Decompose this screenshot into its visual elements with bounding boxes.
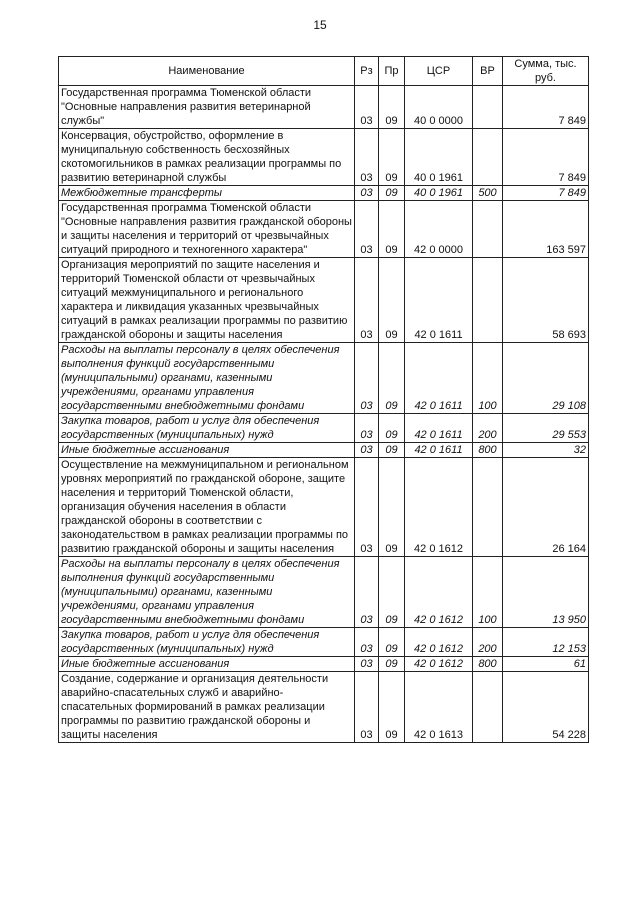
cell-name: Создание, содержание и организация деятельности аварийно-спасательных служб и аварийно-спасательных формирований в рамках реализации программы по развитию гражданской обороны и защиты населения: [59, 672, 355, 743]
cell-name: Закупка товаров, работ и услуг для обеспечения государственных (муниципальных) нужд: [59, 628, 355, 657]
table-row: [59, 86, 589, 129]
header-csr: ЦСР: [405, 57, 473, 86]
cell-vr: 100: [473, 557, 503, 628]
cell-vr: 100: [473, 343, 503, 414]
cell-sum: 29 553: [503, 414, 589, 443]
cell-vr: 200: [473, 628, 503, 657]
cell-pr: 09: [379, 557, 405, 628]
table-row: [59, 657, 589, 672]
cell-sum: 58 693: [503, 258, 589, 343]
cell-name: Государственная программа Тюменской области "Основные направления развития гражданской обороны и защиты населения и территорий от чрезвычайных ситуаций природного и техногенного характера": [59, 201, 355, 258]
header-pr: Пр: [379, 57, 405, 86]
cell-rz: 03: [355, 414, 379, 443]
cell-csr: 40 0 1961: [405, 186, 473, 201]
cell-name: Организация мероприятий по защите населения и территорий Тюменской области от чрезвычайных ситуаций межмуниципального и регионального характера и ликвидация указанных чрезвычайных ситуаций в рамках реализации программы по развитию гражданской обороны и защиты населения: [59, 258, 355, 343]
cell-vr: 200: [473, 414, 503, 443]
table-row: [59, 201, 589, 258]
cell-csr: 42 0 1613: [405, 672, 473, 743]
cell-vr: [473, 86, 503, 129]
cell-csr: 40 0 0000: [405, 86, 473, 129]
table-row: [59, 258, 589, 343]
table-row: [59, 414, 589, 443]
cell-name: Межбюджетные трансферты: [59, 186, 355, 201]
cell-name: Расходы на выплаты персоналу в целях обеспечения выполнения функций государственными (муниципальными) органами, казенными учреждениями, органами управления государственными внебюджетными фондами: [59, 343, 355, 414]
cell-vr: [473, 129, 503, 186]
cell-pr: 09: [379, 628, 405, 657]
header-name: Наименование: [59, 57, 355, 86]
cell-csr: 42 0 1611: [405, 343, 473, 414]
table-row: [59, 628, 589, 657]
cell-name: Иные бюджетные ассигнования: [59, 657, 355, 672]
cell-rz: 03: [355, 343, 379, 414]
cell-rz: 03: [355, 557, 379, 628]
cell-sum: 13 950: [503, 557, 589, 628]
cell-sum: 32: [503, 443, 589, 458]
table-row: [59, 557, 589, 628]
cell-rz: 03: [355, 129, 379, 186]
cell-rz: 03: [355, 458, 379, 557]
cell-csr: 42 0 1612: [405, 657, 473, 672]
cell-rz: 03: [355, 186, 379, 201]
cell-name: Расходы на выплаты персоналу в целях обеспечения выполнения функций государственными (муниципальными) органами, казенными учреждениями, органами управления государственными внебюджетными фондами: [59, 557, 355, 628]
cell-sum: 163 597: [503, 201, 589, 258]
cell-name: Государственная программа Тюменской области "Основные направления развития ветеринарной службы": [59, 86, 355, 129]
cell-sum: 7 849: [503, 186, 589, 201]
cell-pr: 09: [379, 657, 405, 672]
cell-pr: 09: [379, 458, 405, 557]
cell-sum: 61: [503, 657, 589, 672]
cell-pr: 09: [379, 414, 405, 443]
budget-table: [58, 56, 589, 743]
cell-rz: 03: [355, 628, 379, 657]
cell-sum: 7 849: [503, 86, 589, 129]
cell-csr: 42 0 1612: [405, 557, 473, 628]
cell-pr: 09: [379, 129, 405, 186]
cell-sum: 12 153: [503, 628, 589, 657]
cell-name: Закупка товаров, работ и услуг для обеспечения государственных (муниципальных) нужд: [59, 414, 355, 443]
cell-sum: 29 108: [503, 343, 589, 414]
header-vr: ВР: [473, 57, 503, 86]
cell-vr: 500: [473, 186, 503, 201]
cell-rz: 03: [355, 86, 379, 129]
cell-csr: 42 0 1612: [405, 458, 473, 557]
cell-rz: 03: [355, 201, 379, 258]
cell-pr: 09: [379, 86, 405, 129]
cell-csr: 42 0 1611: [405, 414, 473, 443]
cell-pr: 09: [379, 443, 405, 458]
cell-name: Осуществление на межмуниципальном и региональном уровнях мероприятий по гражданской обороне, защите населения и территорий Тюменской области, организация обучения населения в области гражданской обороны в соответствии с законодательством в рамках реализации программы по развитию гражданской обороны и защиты населения: [59, 458, 355, 557]
table-row: [59, 129, 589, 186]
cell-vr: [473, 672, 503, 743]
cell-csr: 42 0 1611: [405, 443, 473, 458]
header-rz: Рз: [355, 57, 379, 86]
cell-vr: [473, 458, 503, 557]
page-number: 15: [313, 18, 327, 32]
cell-csr: 42 0 1611: [405, 258, 473, 343]
cell-vr: 800: [473, 657, 503, 672]
cell-pr: 09: [379, 672, 405, 743]
table-row: [59, 343, 589, 414]
cell-pr: 09: [379, 201, 405, 258]
cell-name: Иные бюджетные ассигнования: [59, 443, 355, 458]
cell-rz: 03: [355, 672, 379, 743]
cell-pr: 09: [379, 258, 405, 343]
cell-pr: 09: [379, 186, 405, 201]
cell-vr: [473, 201, 503, 258]
header-sum: Сумма, тыс. руб.: [503, 57, 589, 86]
cell-vr: 800: [473, 443, 503, 458]
table-row: [59, 186, 589, 201]
cell-csr: 42 0 0000: [405, 201, 473, 258]
table-row: [59, 443, 589, 458]
cell-sum: 54 228: [503, 672, 589, 743]
table-header-row: [59, 57, 589, 86]
cell-name: Консервация, обустройство, оформление в муниципальную собственность бесхозяйных скотомогильников в рамках реализации программы по развитию ветеринарной службы: [59, 129, 355, 186]
cell-sum: 26 164: [503, 458, 589, 557]
cell-csr: 42 0 1612: [405, 628, 473, 657]
cell-pr: 09: [379, 343, 405, 414]
cell-rz: 03: [355, 657, 379, 672]
cell-rz: 03: [355, 443, 379, 458]
cell-vr: [473, 258, 503, 343]
cell-csr: 40 0 1961: [405, 129, 473, 186]
table-row: [59, 672, 589, 743]
table-row: [59, 458, 589, 557]
cell-rz: 03: [355, 258, 379, 343]
cell-sum: 7 849: [503, 129, 589, 186]
